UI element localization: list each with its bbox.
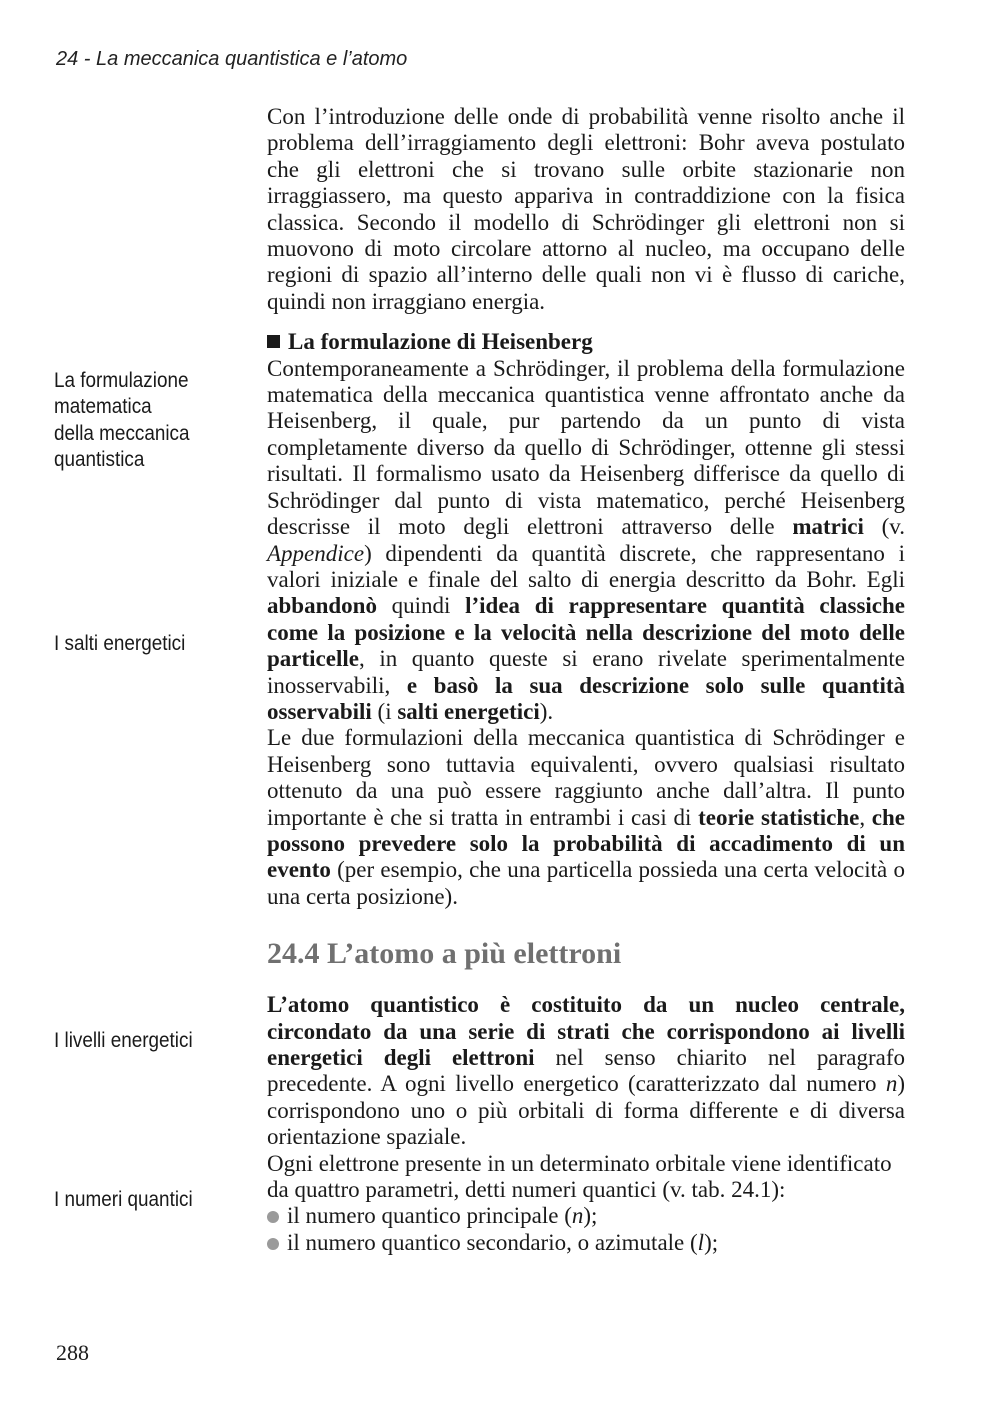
section-heading: 24.4 L’atomo a più elettroni [267, 937, 622, 971]
margin-note-numeri: I numeri quantici [54, 1188, 193, 1211]
running-head: 24 - La meccanica quantistica e l’atomo [56, 48, 408, 70]
margin-note-salti: I salti energetici [54, 632, 186, 655]
margin-note-formulazione: La formulazione matematica della meccanica quantistica [54, 369, 190, 472]
bullet-list [267, 1203, 905, 1256]
paragraph-heisenberg: Contemporaneamente a Schrödinger, il problema della formulazione matematica della meccanica quantistica venne affrontato anche da Heisenberg, il quale, pur partendo da un punto di vista completamente diverso da quello di Schrödinger, ottenne gli stessi risultati. Il formalismo usato da Heisenberg differisce da quello di Schrödinger dal punto di vista matematico, perché Heisenberg descrisse il moto degli elettroni attraverso delle matrici (v. Appendice) dipendenti da quantità discrete, che rappresentano i valori iniziale e finale del salto di energia descritto da Bohr. Egli abbandonò quindi l’idea di rappresentare quantità classiche come la posizione e la velocità nella descrizione del moto delle particelle, in quanto queste si erano rivelate sperimentalmente inosservabili, e basò la sua descrizione solo sulle quantità osservabili (i salti energetici). [267, 355, 905, 724]
subheading-heisenberg [267, 329, 905, 355]
bullet-dot-icon [267, 1238, 279, 1250]
list-item: il numero quantico principale (n); [267, 1203, 905, 1229]
square-bullet-icon [267, 335, 280, 348]
list-item: il numero quantico secondario, o azimutale (l); [267, 1230, 905, 1256]
paragraph-irraggiamento: Con l’introduzione delle onde di probabilità venne risolto anche il problema dell’irraggiamento degli elettroni: Bohr aveva postulato che gli elettroni che si trovano sulle orbite stazionarie non irraggiassero, ma questo appariva in contraddizione con la fisica classica. Secondo il modello di Schrödinger gli elettroni non si muovono di moto circolare attorno al nucleo, ma occupano delle regioni di spazio all’interno delle quali non vi è flusso di cariche, quindi non irraggiano energia. [267, 104, 905, 314]
paragraph-atomo-quantistico: L’atomo quantistico è costituito da un nucleo centrale, circondato da una serie di strati che corrispondono ai livelli energetici degli elettroni nel senso chiarito nel paragrafo precedente. A ogni livello energetico (caratterizzato dal numero n) corrispondono uno o più orbitali di forma differente e di diversa orientazione spaziale. [267, 992, 905, 1150]
margin-note-livelli: I livelli energetici [54, 1029, 193, 1052]
main-column [267, 104, 905, 1256]
paragraph-equivalenza: Le due formulazioni della meccanica quantistica di Schrödinger e Heisenberg sono tuttavia equivalenti, ovvero qualsiasi risultato ottenuto da una può essere raggiunto anche dall’altra. Il punto importante è che si tratta in entrambi i casi di teorie statistiche, che possono prevedere solo la probabilità di accadimento di un evento (per esempio, che una particella possieda una certa velocità o una certa posizione). [267, 725, 906, 909]
subheading-text: La formulazione di Heisenberg [288, 329, 593, 355]
bullet-dot-icon [267, 1211, 279, 1223]
page-number: 288 [56, 1340, 89, 1365]
paragraph-numeri-quantici: Ogni elettrone presente in un determinato orbitale viene identificato da quattro parametri, detti numeri quantici (v. tab. 24.1): [267, 1150, 892, 1203]
